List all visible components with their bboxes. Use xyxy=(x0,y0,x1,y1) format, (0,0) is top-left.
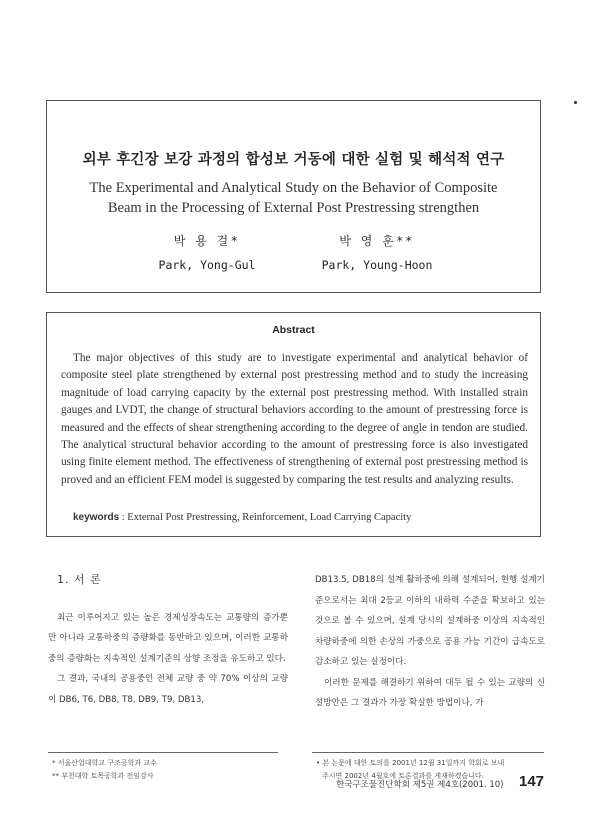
left-paragraph-1: 최근 이루어지고 있는 높은 경제성장속도는 교통량의 증가뿐만 아니라 교통하중의 증량화를 동반하고 있으며, 이러한 교통하중의 증량화는 지속적인 설계기준의 상향 조정을 유도하고 있다. xyxy=(48,612,288,664)
english-title-line-1: The Experimental and Analytical Study on the Behavior of Composite xyxy=(89,180,498,196)
right-paragraph-2: 이러한 문제를 해결하기 위하여 대두 될 수 있는 교량의 신설방안은 그 결과가 가장 확실한 방법이나, 가 xyxy=(315,677,545,708)
footnotes-left xyxy=(52,757,157,783)
author-2-english-name: Park, Young-Hoon xyxy=(321,258,433,272)
abstract-box xyxy=(46,312,541,537)
right-column xyxy=(315,570,545,714)
english-title xyxy=(47,178,540,218)
abstract-heading: Abstract xyxy=(272,324,315,336)
margin-dot xyxy=(574,101,577,104)
footnote-discussion-2: 주시면 2002년 4월호에 토론결과를 게재하겠습니다. xyxy=(322,772,484,780)
author-1 xyxy=(127,232,287,272)
journal-citation: 한국구조물진단학회 제5권 제4호(2001. 10) xyxy=(336,780,504,790)
footnote-discussion-1: • 본 논문에 대한 토의를 2001년 12월 31일까지 학회로 보내 xyxy=(316,759,505,767)
korean-title: 외부 후긴장 보강 과정의 합성보 거동에 대한 실험 및 해석적 연구 xyxy=(82,152,505,168)
keywords-line xyxy=(73,512,411,523)
author-2 xyxy=(297,232,457,272)
right-paragraph-1: DB13.5, DB18의 설계 활하중에 의해 설계되어, 현행 설계기준으로서는 최대 2등교 이하의 내하력 수준을 확보하고 있는 것으로 볼 수 있으며, 설계 당시의 설계하중 이상의 지속적인 차량하중에 의한 손상의 가중으로 공용 가능 기간이 급속도로 감소하고 있는 실정이다. xyxy=(315,575,545,667)
footnote-rule-left xyxy=(48,752,278,753)
footnote-author-1: * 서울산업대학교 구조공학과 교수 xyxy=(52,759,157,767)
footnote-author-2: ** 부천대학 토목공학과 전임강사 xyxy=(52,772,154,780)
author-1-korean-name: 박 용 걸* xyxy=(173,234,241,248)
title-box xyxy=(46,100,541,293)
keywords-text: : External Post Prestressing, Reinforcement, Load Carrying Capacity xyxy=(121,512,412,523)
footnote-rule-right xyxy=(312,752,544,753)
abstract-text: The major objectives of this study are to investigate experimental and analytical behavior of composite steel plate strengthened by external post prestressing method and to study the increasing magnitude of load carrying capacity by the external post prestressing method. With installed strain gauges and LVDT, the change of structural behaviors according to the amount of prestressing force is measured and the effects of shear strengthening according to the degree of angle in tendon are studied. The analytical structural behavior according to the amount of prestressing force is also investigated using finite element method. The effectiveness of strengthening of external post prestressing method is proved and an efficient FEM model is suggested by comparing the test results and analyzing results. xyxy=(61,352,528,486)
section-1-heading: 1. 서 론 xyxy=(57,573,102,586)
page-number: 147 xyxy=(519,773,545,790)
english-title-line-2: Beam in the Processing of External Post Prestressing strengthen xyxy=(107,200,480,216)
author-2-korean-name: 박 영 훈** xyxy=(339,234,415,248)
left-paragraph-2: 그 결과, 국내의 공용중인 전체 교량 중 약 70% 이상의 교량이 DB6, T6, DB8, T8, DB9, T9, DB13, xyxy=(48,674,288,705)
keywords-label: keywords xyxy=(73,512,120,523)
left-column xyxy=(48,570,288,710)
author-1-english-name: Park, Yong-Gul xyxy=(158,258,256,272)
